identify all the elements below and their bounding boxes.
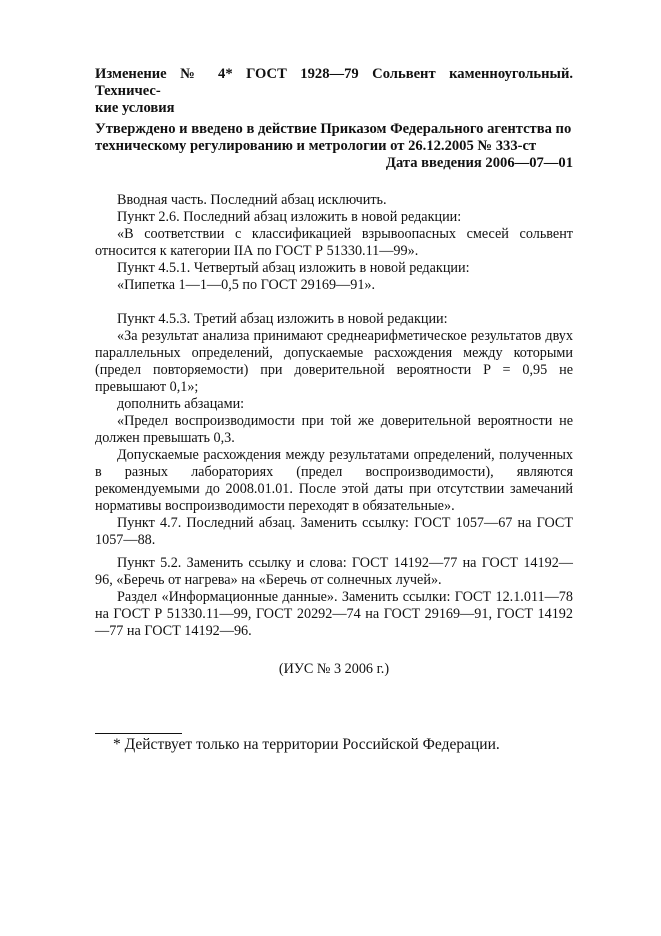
paragraph-4-5-1: Пункт 4.5.1. Четвертый абзац изложить в новой редакции: xyxy=(117,260,470,276)
paragraph-4-5-3-text: «За результат анализа принимают среднеарифметическое результатов двух параллельных определений, допускаемые расхождения между которыми (предел повторяемости) при доверительной вероятности P = 0,95 не превышают 0,1»; xyxy=(95,328,573,395)
document-title xyxy=(95,66,573,117)
paragraph-add: дополнить абзацами: xyxy=(117,396,245,412)
paragraph-4-7: Пункт 4.7. Последний абзац. Заменить ссылку: ГОСТ 1057—67 на ГОСТ 1057—88. xyxy=(95,515,573,548)
approval-line-1: Утверждено и введено в действие Приказом Федерального агентства по xyxy=(95,121,572,137)
footnote-divider xyxy=(95,733,182,734)
approval-statement xyxy=(95,121,573,155)
footnote: * Действует только на территории Российской Федерации. xyxy=(113,736,500,753)
paragraph-4-5-3: Пункт 4.5.3. Третий абзац изложить в новой редакции: xyxy=(117,311,448,327)
paragraph-2-6: Пункт 2.6. Последний абзац изложить в новой редакции: xyxy=(117,209,462,225)
approval-line-2: техническому регулированию и метрологии от 26.12.2005 № 333-ст xyxy=(95,138,537,154)
paragraph-4-5-1-text: «Пипетка 1—1—0,5 по ГОСТ 29169—91». xyxy=(117,277,376,293)
paragraph-2-6-text: «В соответствии с классификацией взрывоопасных смесей сольвент относится к категории IIА по ГОСТ Р 51330.11—99». xyxy=(95,226,573,259)
source-reference: (ИУС № 3 2006 г.) xyxy=(278,661,390,677)
document-page xyxy=(95,66,573,678)
paragraph-info-data: Раздел «Информационные данные». Заменить ссылки: ГОСТ 12.1.011—78 на ГОСТ Р 51330.11—99, ГОСТ 20292—74 на ГОСТ 29169—91, ГОСТ 14192—77 на ГОСТ 14192—96. xyxy=(95,589,573,639)
paragraph-deviation: Допускаемые расхождения между результатами определений, полученных в разных лабораториях (предел воспроизводимости), являются рекомендуемыми до 2008.01.01. После этой даты при отсутствии замечаний нормативы воспроизводимости переходят в обязательные». xyxy=(95,447,573,514)
amendment-body xyxy=(95,192,573,678)
paragraph-5-2: Пункт 5.2. Заменить ссылку и слова: ГОСТ 14192—77 на ГОСТ 14192—96, «Беречь от нагрева» на «Беречь от солнечных лучей». xyxy=(95,555,573,588)
title-line-2: кие условия xyxy=(95,100,175,116)
title-line-1: Изменение № 4* ГОСТ 1928—79 Сольвент каменноугольный. Техничес- xyxy=(95,66,573,99)
paragraph-reproducibility: «Предел воспроизводимости при той же доверительной вероятности не должен превышать 0,3. xyxy=(95,413,573,446)
effective-date: Дата введения 2006—07—01 xyxy=(385,155,573,171)
paragraph-intro: Вводная часть. Последний абзац исключить. xyxy=(117,192,387,208)
